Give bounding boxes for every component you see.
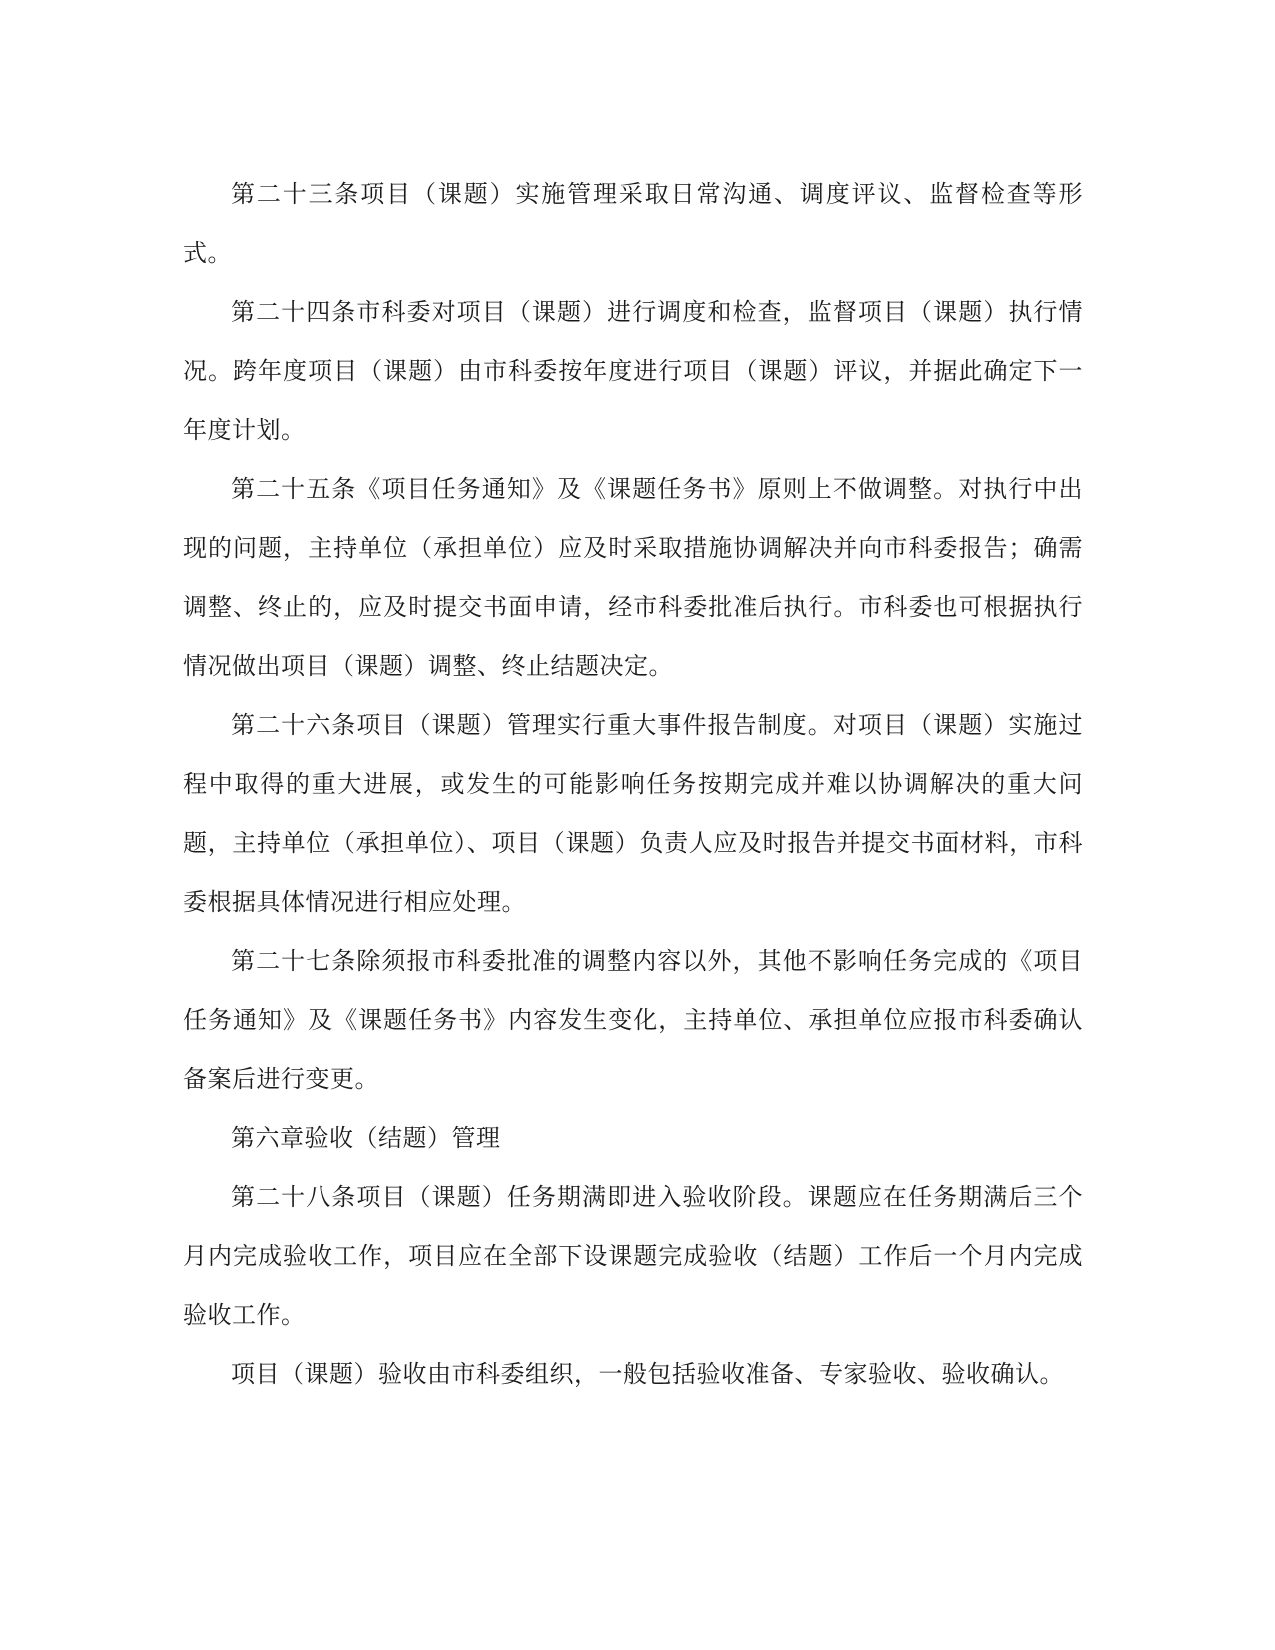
chapter-6-heading: 第六章验收（结题）管理 [231,1124,501,1152]
article-27-paragraph: 第二十七条除须报市科委批准的调整内容以外，其他不影响任务完成的《项目任务通知》及《课题任务书》内容发生变化，主持单位、承担单位应报市科委确认备案后进行变更。 [183,947,1083,1093]
document-body [183,165,1083,1404]
article-25-paragraph: 第二十五条《项目任务通知》及《课题任务书》原则上不做调整。对执行中出现的问题，主持单位（承担单位）应及时采取措施协调解决并向市科委报告；确需调整、终止的，应及时提交书面申请，经市科委批准后执行。市科委也可根据执行情况做出项目（课题）调整、终止结题决定。 [183,475,1083,680]
article-26-paragraph: 第二十六条项目（课题）管理实行重大事件报告制度。对项目（课题）实施过程中取得的重大进展，或发生的可能影响任务按期完成并难以协调解决的重大问题，主持单位（承担单位）、项目（课题）负责人应及时报告并提交书面材料，市科委根据具体情况进行相应处理。 [183,711,1083,916]
acceptance-process-paragraph: 项目（课题）验收由市科委组织，一般包括验收准备、专家验收、验收确认。 [231,1360,1064,1388]
article-28-paragraph: 第二十八条项目（课题）任务期满即进入验收阶段。课题应在任务期满后三个月内完成验收工作，项目应在全部下设课题完成验收（结题）工作后一个月内完成验收工作。 [183,1183,1083,1329]
article-24-paragraph: 第二十四条市科委对项目（课题）进行调度和检查，监督项目（课题）执行情况。跨年度项目（课题）由市科委按年度进行项目（课题）评议，并据此确定下一年度计划。 [183,298,1083,444]
article-23-paragraph: 第二十三条项目（课题）实施管理采取日常沟通、调度评议、监督检查等形式。 [183,180,1083,267]
